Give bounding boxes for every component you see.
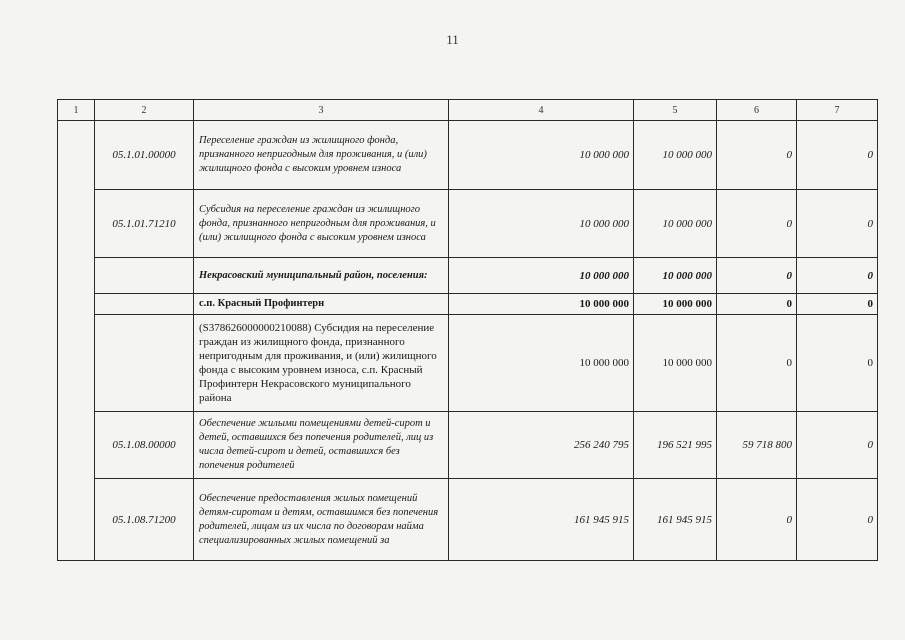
program-code bbox=[95, 294, 194, 315]
value-col4: 10 000 000 bbox=[449, 258, 634, 294]
value-col6: 0 bbox=[717, 315, 797, 412]
column-header: 1 bbox=[58, 100, 95, 121]
table-row bbox=[58, 412, 878, 479]
value-col6: 0 bbox=[717, 294, 797, 315]
value-col6: 0 bbox=[717, 258, 797, 294]
page-number: 11 bbox=[446, 32, 459, 47]
value-col7: 0 bbox=[797, 121, 878, 190]
value-col5: 10 000 000 bbox=[634, 258, 717, 294]
expense-name: Обеспечение жилыми помещениями детей-сирот и детей, оставшихся без попечения родителей, лиц из числа детей-сирот и детей, оставшихся без попечения родителей bbox=[194, 412, 449, 479]
table-row bbox=[58, 190, 878, 258]
value-col4: 10 000 000 bbox=[449, 121, 634, 190]
column-header: 4 bbox=[449, 100, 634, 121]
column-header: 7 bbox=[797, 100, 878, 121]
table-row bbox=[58, 294, 878, 315]
value-col4: 10 000 000 bbox=[449, 190, 634, 258]
value-col7: 0 bbox=[797, 479, 878, 561]
value-col5: 161 945 915 bbox=[634, 479, 717, 561]
value-col5: 196 521 995 bbox=[634, 412, 717, 479]
value-col4: 256 240 795 bbox=[449, 412, 634, 479]
program-code bbox=[95, 315, 194, 412]
table-row bbox=[58, 315, 878, 412]
value-col7: 0 bbox=[797, 294, 878, 315]
expense-name: Некрасовский муниципальный район, поселения: bbox=[194, 258, 449, 294]
program-code: 05.1.08.71200 bbox=[95, 479, 194, 561]
program-code bbox=[95, 258, 194, 294]
value-col5: 10 000 000 bbox=[634, 190, 717, 258]
value-col7: 0 bbox=[797, 412, 878, 479]
value-col7: 0 bbox=[797, 190, 878, 258]
expense-name: (S378626000000210088) Субсидия на переселение граждан из жилищного фонда, признанного непригодным для проживания, и (или) жилищного фонда с высоким уровнем износа, с.п. Красный Профинтерн Некрасовского муниципального района bbox=[194, 315, 449, 412]
table-row bbox=[58, 121, 878, 190]
value-col4: 10 000 000 bbox=[449, 315, 634, 412]
value-col6: 59 718 800 bbox=[717, 412, 797, 479]
value-col7: 0 bbox=[797, 315, 878, 412]
value-col6: 0 bbox=[717, 479, 797, 561]
expense-name: Субсидия на переселение граждан из жилищного фонда, признанного непригодным для проживания, и (или) жилищного фонда с высоким уровнем износа bbox=[194, 190, 449, 258]
table-row bbox=[58, 479, 878, 561]
expense-name: с.п. Красный Профинтерн bbox=[194, 294, 449, 315]
program-code: 05.1.08.00000 bbox=[95, 412, 194, 479]
empty-first-column-cell bbox=[58, 121, 95, 561]
column-header: 3 bbox=[194, 100, 449, 121]
budget-table bbox=[57, 99, 878, 561]
expense-name: Переселение граждан из жилищного фонда, признанного непригодным для проживания, и (или) жилищного фонда с высоким уровнем износа bbox=[194, 121, 449, 190]
table-row bbox=[58, 258, 878, 294]
value-col5: 10 000 000 bbox=[634, 121, 717, 190]
value-col4: 161 945 915 bbox=[449, 479, 634, 561]
value-col5: 10 000 000 bbox=[634, 315, 717, 412]
expense-name: Обеспечение предоставления жилых помещений детям-сиротам и детям, оставшимся без попечения родителей, лицам из их числа по договорам найма специализированных жилых помещений за bbox=[194, 479, 449, 561]
program-code: 05.1.01.71210 bbox=[95, 190, 194, 258]
value-col5: 10 000 000 bbox=[634, 294, 717, 315]
column-header: 6 bbox=[717, 100, 797, 121]
value-col6: 0 bbox=[717, 190, 797, 258]
column-header: 5 bbox=[634, 100, 717, 121]
value-col7: 0 bbox=[797, 258, 878, 294]
column-header: 2 bbox=[95, 100, 194, 121]
header-row bbox=[58, 100, 878, 121]
program-code: 05.1.01.00000 bbox=[95, 121, 194, 190]
value-col4: 10 000 000 bbox=[449, 294, 634, 315]
value-col6: 0 bbox=[717, 121, 797, 190]
